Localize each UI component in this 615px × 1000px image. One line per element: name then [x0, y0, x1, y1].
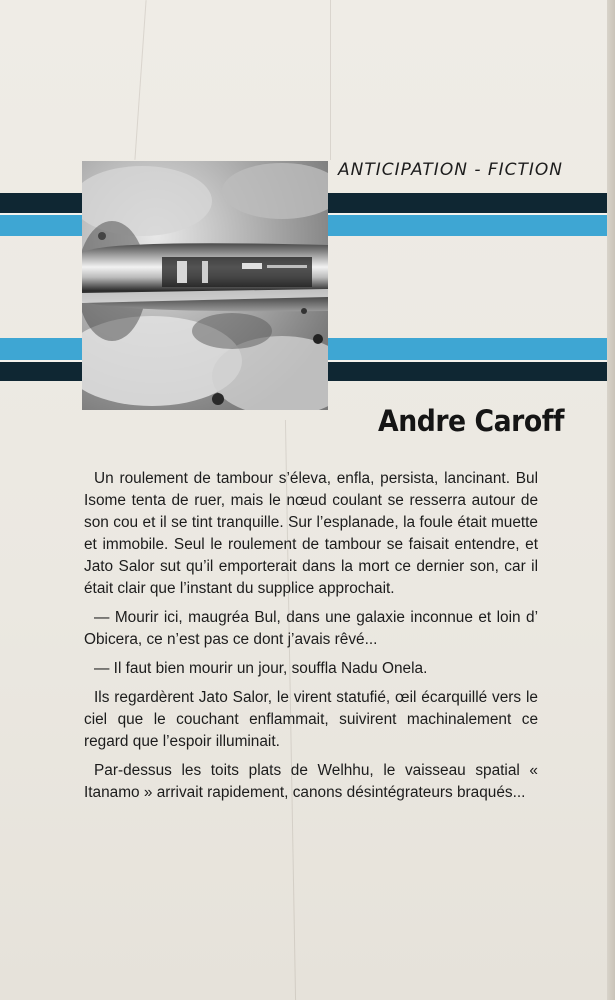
blurb-paragraph-3: — Il faut bien mourir un jour, souffla Nadu Onela. [94, 660, 428, 677]
blurb-paragraph-2: — Mourir ici, maugréa Bul, dans une galaxie inconnue et loin d’ Obicera, ce n’est pas ce dont j’avais rêvé... [84, 609, 538, 648]
blurb-paragraph-4: Ils regardèrent Jato Salor, le virent statufié, œil écarquillé vers le ciel que le couchant enflammait, suivirent machinalement ce regard que l’espoir illuminait. [84, 689, 538, 750]
paper-crease [330, 0, 331, 160]
author-name: Andre Caroff [378, 404, 565, 438]
blurb-text [84, 468, 538, 811]
blurb-paragraph-1: Un roulement de tambour s’éleva, enfla, persista, lancinant. Bul Isome tenta de ruer, mais le nœud coulant se resserra autour de son cou et il se tint tranquille. Sur l’esplanade, la foule était muette et immobile. Seul le roulement de tambour se faisait entendre, et Jato Salor sut qu’il emporterait dans la mort ce dernier son, car il était clair que l’instant du supplice approchait. [84, 470, 538, 597]
paper-crease [134, 0, 146, 160]
spine-edge [607, 0, 615, 1000]
series-label: ANTICIPATION - FICTION [338, 160, 564, 180]
cover-illustration [82, 161, 328, 410]
blurb-paragraph-5: Par-dessus les toits plats de Welhhu, le vaisseau spatial « Itanamo » arrivait rapidement, canons désintégrateurs braqués... [84, 762, 538, 801]
